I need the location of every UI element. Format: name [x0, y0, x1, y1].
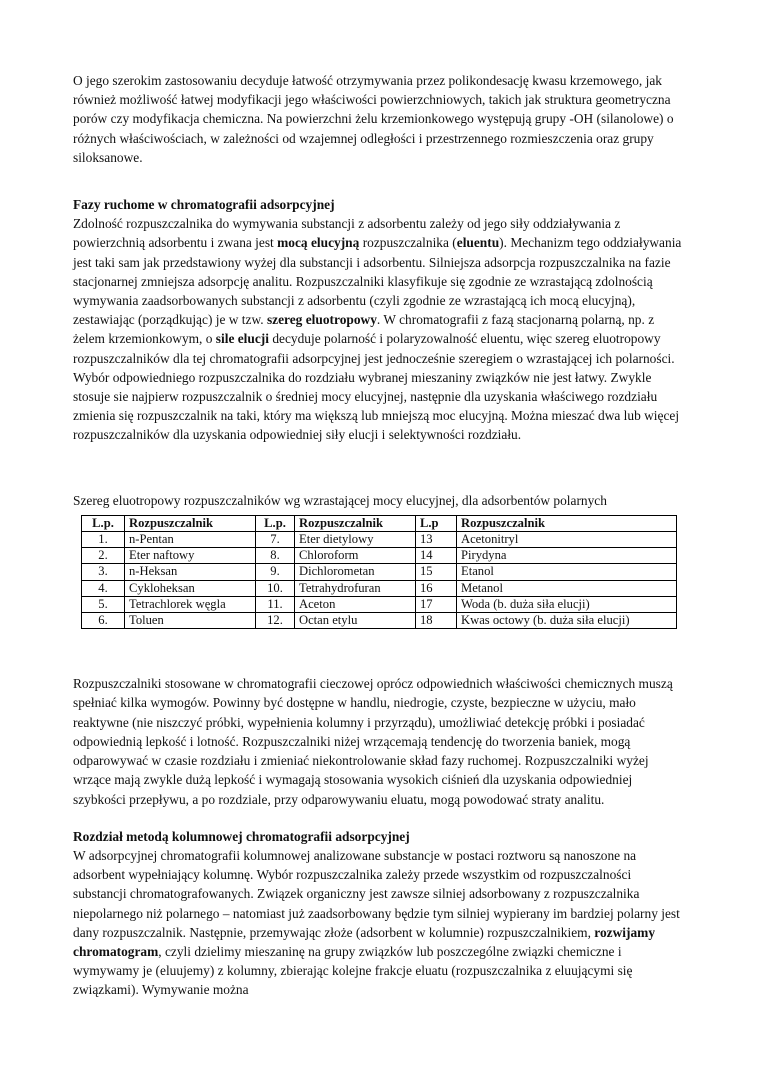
table-row: [82, 596, 677, 612]
table-cell: Cykloheksan: [125, 580, 256, 596]
table-row: [82, 613, 677, 629]
table-cell: 6.: [82, 613, 125, 629]
table-cell: 2.: [82, 548, 125, 564]
table-cell: Kwas octowy (b. duża siła elucji): [457, 613, 677, 629]
table-cell: n-Pentan: [125, 532, 256, 548]
table-cell: 10.: [256, 580, 295, 596]
table-cell: 13: [416, 532, 457, 548]
table-cell: 17: [416, 596, 457, 612]
table-header-row: [82, 515, 677, 531]
table-cell: 16: [416, 580, 457, 596]
table-cell: Dichlorometan: [295, 564, 416, 580]
table-cell: 15: [416, 564, 457, 580]
solvent-requirements-paragraph: Rozpuszczalniki stosowane w chromatografii cieczowej oprócz odpowiednich właściwości chemicznych muszą spełniać kilka wymogów. Powinny być dostępne w handlu, niedrogie, czyste, bezpieczne w użyciu, mało reaktywne (nie niszczyć próbki, wypełnienia kolumny i przyrządu), umożliwiać detekcję próbki i posiadać odpowiednią lepkość i lotność. Rozpuszczalniki niżej wrzącemają tendencję do tworzenia baniek, mogą odparowywać w czasie rozdziału i zmieniać niekontrolowanie skład fazy ruchomej. Rozpuszczalniki wyżej wrzące mają zwykle dużą lepkość i wymagają stosowania wysokich ciśnień dla uzyskania odpowiedniej szybkości przepływu, a po rozdziale, przy odparowywaniu eluatu, mogą powodować straty analitu.: [73, 676, 673, 807]
header-solvent: Rozpuszczalnik: [457, 515, 677, 531]
table-cell: 8.: [256, 548, 295, 564]
table-row: [82, 564, 677, 580]
header-solvent: Rozpuszczalnik: [125, 515, 256, 531]
table-cell: Octan etylu: [295, 613, 416, 629]
table-cell: 11.: [256, 596, 295, 612]
column-chromatography-paragraph: W adsorpcyjnej chromatografii kolumnowej analizowane substancje w postaci roztworu są nanoszone na adsorbent wypełniający kolumnę. Wybór rozpuszczalnika zależy przede wszystkim od rozpuszczalności substancji chromatografowanych. Związek organiczny jest zawsze silniej adsorbowany z rozpuszczalnika niepolarnego niż polarnego – natomiast już zaadsorbowany będzie tym silniej wypierany im bardziej polarny jest dany rozpuszczalnik. Następnie, przemywając złoże (adsorbent w kolumnie) rozpuszczalnikiem, rozwijamy chromatogram, czyli dzielimy mieszaninę na grupy związków lub poszczególne związki chemiczne i wymywamy je (eluujemy) z kolumny, zbierając kolejne frakcje eluatu (rozpuszczalnika z eluującymi się związkami). Wymywanie można: [73, 847, 680, 998]
table-cell: Etanol: [457, 564, 677, 580]
table-cell: n-Heksan: [125, 564, 256, 580]
table-cell: Woda (b. duża siła elucji): [457, 596, 677, 612]
table-cell: Eter naftowy: [125, 548, 256, 564]
header-lp: L.p: [416, 515, 457, 531]
document-content: [73, 71, 687, 1000]
table-cell: 1.: [82, 532, 125, 548]
table-cell: 4.: [82, 580, 125, 596]
eluotropic-series-table: [81, 515, 677, 629]
table-cell: Toluen: [125, 613, 256, 629]
table-cell: 14: [416, 548, 457, 564]
table-row: [82, 532, 677, 548]
table-cell: Metanol: [457, 580, 677, 596]
header-lp: L.p.: [256, 515, 295, 531]
header-solvent: Rozpuszczalnik: [295, 515, 416, 531]
table-cell: Tetrahydrofuran: [295, 580, 416, 596]
table-cell: Tetrachlorek węgla: [125, 596, 256, 612]
section-heading-mobile-phases: Fazy ruchome w chromatografii adsorpcyjnej: [73, 197, 335, 213]
table-cell: 18: [416, 613, 457, 629]
table-cell: Acetonitryl: [457, 532, 677, 548]
header-lp: L.p.: [82, 515, 125, 531]
table-cell: 7.: [256, 532, 295, 548]
table-cell: 9.: [256, 564, 295, 580]
table-cell: Pirydyna: [457, 548, 677, 564]
table-caption: Szereg eluotropowy rozpuszczalników wg wzrastającej mocy elucyjnej, dla adsorbentów polarnych: [73, 492, 607, 508]
table-row: [82, 580, 677, 596]
intro-paragraph: O jego szerokim zastosowaniu decyduje łatwość otrzymywania przez polikondesację kwasu krzemowego, jak również możliwość łatwej modyfikacji jego właściwości powierzchniowych, takich jak struktura geometryczna porów czy modyfikacja chemiczna. Na powierzchni żelu krzemionkowego występują grupy -OH (silanolowe) o różnych właściwościach, w zależności od wzajemnej odległości i przestrzennego rozmieszczenia oraz grupy siloksanowe.: [73, 73, 674, 165]
table-cell: 5.: [82, 596, 125, 612]
section-heading-column-chromatography: Rozdział metodą kolumnowej chromatografii adsorpcyjnej: [73, 828, 410, 844]
table-cell: 12.: [256, 613, 295, 629]
table-row: [82, 548, 677, 564]
table-cell: Eter dietylowy: [295, 532, 416, 548]
table-cell: Aceton: [295, 596, 416, 612]
mobile-phases-paragraph: Zdolność rozpuszczalnika do wymywania substancji z adsorbentu zależy od jego siły oddziaływania z powierzchnią adsorbentu i zwana jest mocą elucyjną rozpuszczalnika (eluentu). Mechanizm tego oddziaływania jest taki sam jak przedstawiony wyżej dla substancji i adsorbentu. Silniejsza adsorpcja rozpuszczalnika na fazie stacjonarnej zmniejsza adsorpcję analitu. Rozpuszczalniki klasyfikuje się zgodnie ze wzrastającą zdolnością wymywania zaadsorbowanych substancji z adsorbentu (czyli zgodnie ze wzrastającą ich mocą elucyjną), zestawiając (porządkując) je w tzw. szereg eluotropowy. W chromatografii z fazą stacjonarną polarną, np. z żelem krzemionkowym, o sile elucji decyduje polarność i polaryzowalność eluentu, więc szereg eluotropowy rozpuszczalników dla tej chromatografii adsorpcyjnej jest jednocześnie szeregiem o wzrastającej ich polarności. Wybór odpowiedniego rozpuszczalnika do rozdziału wybranej mieszaniny związków nie jest łatwy. Zwykle stosuje sie najpierw rozpuszczalnik o średniej mocy elucyjnej, następnie dla uzyskania właściwego rozdziału zmienia się rozpuszczalnik na taki, który ma większą lub mniejszą moc elucyjną. Można mieszać dwa lub więcej rozpuszczalników dla uzyskania odpowiedniej siły elucji i selektywności rozdziału.: [73, 216, 682, 443]
table-cell: Chloroform: [295, 548, 416, 564]
table-cell: 3.: [82, 564, 125, 580]
